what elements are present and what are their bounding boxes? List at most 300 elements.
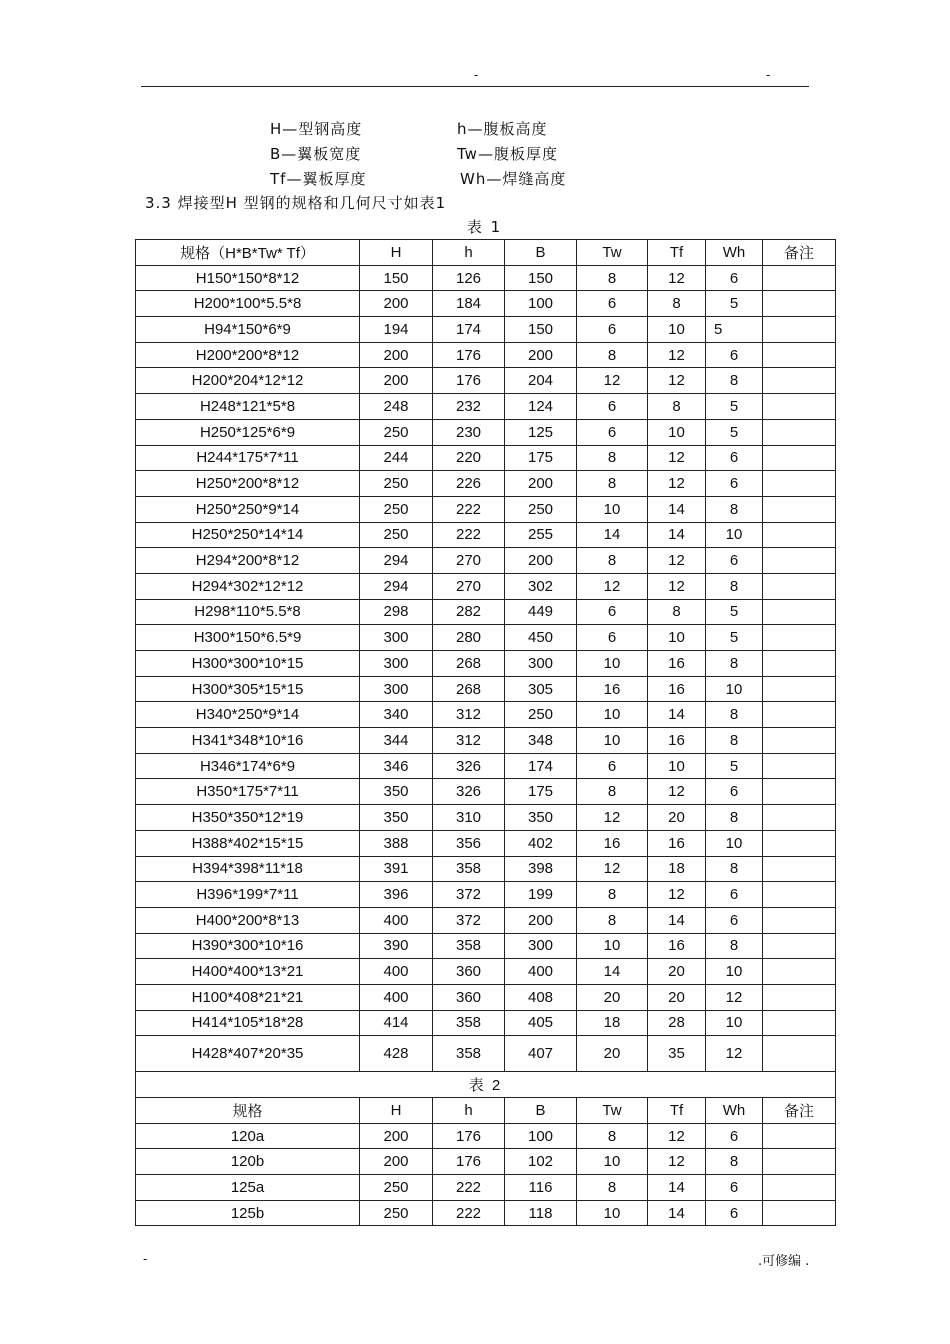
table-cell: 270 [433, 573, 505, 599]
legend-B: B—翼板宽度 [270, 145, 362, 163]
table-cell: 10 [648, 317, 706, 343]
table-cell: 100 [505, 1123, 577, 1149]
table-cell: 396 [360, 882, 433, 908]
table-cell: 400 [360, 907, 433, 933]
table-cell: 8 [577, 471, 648, 497]
table-row [136, 548, 836, 574]
table-cell [763, 702, 836, 728]
table-cell: 407 [505, 1036, 577, 1072]
table-cell: 10 [577, 1149, 648, 1175]
table-cell [763, 728, 836, 754]
table-cell: 16 [648, 676, 706, 702]
table-cell: 150 [505, 317, 577, 343]
table-row [136, 625, 836, 651]
table-cell: 12 [648, 1123, 706, 1149]
table-cell [763, 394, 836, 420]
table-cell: 449 [505, 599, 577, 625]
table-cell: 348 [505, 728, 577, 754]
table-cell: 备注 [763, 1098, 836, 1124]
table-cell: 10 [577, 728, 648, 754]
table-cell: 226 [433, 471, 505, 497]
table-cell: 391 [360, 856, 433, 882]
table-cell: 120b [136, 1149, 360, 1175]
table-cell: 8 [577, 1175, 648, 1201]
table-cell: 300 [505, 933, 577, 959]
table-cell: 118 [505, 1200, 577, 1226]
table-cell: H200*100*5.5*8 [136, 291, 360, 317]
table-cell: 5 [706, 625, 763, 651]
table-cell [763, 984, 836, 1010]
table-cell: H294*302*12*12 [136, 573, 360, 599]
table1-caption: 表 1 [466, 218, 503, 236]
table-cell: 8 [577, 548, 648, 574]
table-cell: 6 [706, 471, 763, 497]
table-cell: 12 [706, 984, 763, 1010]
table-cell [763, 830, 836, 856]
table-cell: H428*407*20*35 [136, 1036, 360, 1072]
table-cell: H200*204*12*12 [136, 368, 360, 394]
table-cell: 14 [648, 907, 706, 933]
table-cell: 规格（H*B*Tw* Tf） [136, 240, 360, 266]
table-cell: 250 [505, 702, 577, 728]
table-cell: 12 [706, 1036, 763, 1072]
table-cell: 350 [360, 805, 433, 831]
table-cell: 12 [648, 882, 706, 908]
table-cell: 12 [577, 856, 648, 882]
table-cell: 200 [505, 342, 577, 368]
table-cell: H100*408*21*21 [136, 984, 360, 1010]
table-row [136, 599, 836, 625]
table-cell: 175 [505, 445, 577, 471]
table-row [136, 984, 836, 1010]
table-cell: 8 [706, 496, 763, 522]
table-cell: 10 [577, 651, 648, 677]
table-cell: 450 [505, 625, 577, 651]
table-cell: 400 [505, 959, 577, 985]
table-cell: 6 [577, 753, 648, 779]
table-cell: 18 [648, 856, 706, 882]
table-cell: 10 [706, 1010, 763, 1036]
table-cell: 194 [360, 317, 433, 343]
table-cell [763, 419, 836, 445]
table-cell: H414*105*18*28 [136, 1010, 360, 1036]
table-cell: H388*402*15*15 [136, 830, 360, 856]
table-cell: 16 [648, 830, 706, 856]
legend-H: H—型钢高度 [270, 120, 363, 138]
table-row [136, 496, 836, 522]
table-cell: B [505, 240, 577, 266]
table-cell: 255 [505, 522, 577, 548]
table-cell: 6 [706, 779, 763, 805]
table-cell [763, 856, 836, 882]
table-cell: 400 [360, 959, 433, 985]
table-cell: 14 [648, 1175, 706, 1201]
table-cell: 250 [360, 1175, 433, 1201]
table-cell: 10 [706, 959, 763, 985]
table-cell: 175 [505, 779, 577, 805]
table-cell: 6 [706, 1175, 763, 1201]
table-cell: 8 [706, 856, 763, 882]
table-cell: 12 [648, 548, 706, 574]
table-row [136, 651, 836, 677]
table-cell: 6 [706, 1123, 763, 1149]
table-cell [763, 625, 836, 651]
table-cell: 116 [505, 1175, 577, 1201]
table-cell: 200 [360, 368, 433, 394]
table-cell: 126 [433, 265, 505, 291]
table-cell: 8 [577, 445, 648, 471]
table-cell: 402 [505, 830, 577, 856]
header-mark-right: - [766, 68, 771, 82]
table-cell: 405 [505, 1010, 577, 1036]
table-cell: H400*200*8*13 [136, 907, 360, 933]
table-cell: 414 [360, 1010, 433, 1036]
table-cell: 6 [706, 445, 763, 471]
table-cell: 125 [505, 419, 577, 445]
table-cell: 8 [706, 933, 763, 959]
table-cell: 28 [648, 1010, 706, 1036]
table-cell: 8 [648, 394, 706, 420]
table-cell: 20 [577, 1036, 648, 1072]
table-cell [763, 1036, 836, 1072]
table-cell: 12 [577, 573, 648, 599]
table-cell: H [360, 240, 433, 266]
table-cell: 220 [433, 445, 505, 471]
table-cell: 8 [648, 599, 706, 625]
table-cell: 12 [648, 1149, 706, 1175]
table2-caption: 表 2 [136, 1072, 836, 1098]
table-cell: 8 [577, 779, 648, 805]
table-row [136, 1175, 836, 1201]
table-cell: 8 [577, 1123, 648, 1149]
table-cell: 5 [706, 291, 763, 317]
table-cell: 428 [360, 1036, 433, 1072]
table-cell: 300 [360, 651, 433, 677]
table-cell: 100 [505, 291, 577, 317]
table-cell: 备注 [763, 240, 836, 266]
table-row [136, 419, 836, 445]
table-row [136, 342, 836, 368]
table-row [136, 805, 836, 831]
table-cell [763, 805, 836, 831]
table-cell [763, 1010, 836, 1036]
table-cell: 6 [577, 419, 648, 445]
table-cell: 14 [648, 1200, 706, 1226]
table-cell: 16 [648, 933, 706, 959]
table-cell: 372 [433, 882, 505, 908]
table-cell: 250 [360, 522, 433, 548]
table-cell [763, 1123, 836, 1149]
table-cell: 125a [136, 1175, 360, 1201]
table-cell: Wh [706, 240, 763, 266]
table-cell: 372 [433, 907, 505, 933]
table-cell: 300 [505, 651, 577, 677]
table-cell: 248 [360, 394, 433, 420]
table-cell: 20 [648, 959, 706, 985]
table-cell: 8 [577, 265, 648, 291]
table-row [136, 471, 836, 497]
table-cell: 244 [360, 445, 433, 471]
table-row [136, 265, 836, 291]
table-cell [763, 1175, 836, 1201]
header-mark-mid: - [474, 68, 479, 82]
legend-Wh: Wh—焊缝高度 [460, 170, 567, 188]
table2-caption-row [136, 1072, 836, 1098]
section-title: 3.3 焊接型H 型钢的规格和几何尺寸如表1 [145, 194, 447, 212]
table-cell: Tf [648, 240, 706, 266]
table-row [136, 291, 836, 317]
table-cell: 344 [360, 728, 433, 754]
table-cell: 150 [505, 265, 577, 291]
table-row [136, 856, 836, 882]
table-cell: 18 [577, 1010, 648, 1036]
footer-right: .可修编 . [758, 1254, 810, 1269]
table-cell: 16 [577, 830, 648, 856]
table-cell [763, 882, 836, 908]
table-row [136, 1149, 836, 1175]
table-cell: 6 [577, 291, 648, 317]
table-cell: B [505, 1098, 577, 1124]
table-cell: H346*174*6*9 [136, 753, 360, 779]
table-cell: 200 [505, 907, 577, 933]
table-cell [763, 548, 836, 574]
table-cell [763, 368, 836, 394]
table-cell: h [433, 240, 505, 266]
table-cell: 12 [648, 342, 706, 368]
table-cell: 350 [360, 779, 433, 805]
table-row [136, 1010, 836, 1036]
table-cell: 305 [505, 676, 577, 702]
table-cell: 12 [648, 265, 706, 291]
table-cell: H94*150*6*9 [136, 317, 360, 343]
table-cell: H250*125*6*9 [136, 419, 360, 445]
table-cell: 222 [433, 496, 505, 522]
table-cell: 5 [706, 599, 763, 625]
table-cell: 310 [433, 805, 505, 831]
table-cell: h [433, 1098, 505, 1124]
table-cell: 222 [433, 1200, 505, 1226]
table-cell: 6 [706, 265, 763, 291]
table-cell: 20 [648, 805, 706, 831]
table-row [136, 1200, 836, 1226]
table-cell: 268 [433, 651, 505, 677]
table-cell: H300*305*15*15 [136, 676, 360, 702]
table-cell: 298 [360, 599, 433, 625]
table-cell: 222 [433, 1175, 505, 1201]
table-cell: 398 [505, 856, 577, 882]
table-cell: 176 [433, 1149, 505, 1175]
table-cell: 14 [648, 702, 706, 728]
table-cell: 10 [706, 830, 763, 856]
table-cell: H300*300*10*15 [136, 651, 360, 677]
table-cell: 176 [433, 1123, 505, 1149]
table-cell: 8 [706, 573, 763, 599]
table-cell: 388 [360, 830, 433, 856]
table-cell: 10 [648, 753, 706, 779]
table-cell: 10 [648, 625, 706, 651]
table-cell: H396*199*7*11 [136, 882, 360, 908]
table-cell: 5 [706, 394, 763, 420]
table-cell: 5 [706, 317, 763, 343]
table-cell: H200*200*8*12 [136, 342, 360, 368]
table-cell: H394*398*11*18 [136, 856, 360, 882]
table-cell: 358 [433, 856, 505, 882]
table-cell: 12 [648, 779, 706, 805]
spec-table [135, 239, 836, 1226]
table-cell: 390 [360, 933, 433, 959]
table-cell [763, 522, 836, 548]
table-cell: 8 [577, 907, 648, 933]
table-cell: 250 [360, 1200, 433, 1226]
table-cell: 16 [648, 651, 706, 677]
table-row [136, 522, 836, 548]
table-row [136, 728, 836, 754]
table-cell: H341*348*10*16 [136, 728, 360, 754]
table-cell: 6 [577, 317, 648, 343]
table-cell [763, 573, 836, 599]
table-cell: 6 [706, 907, 763, 933]
table-cell: H340*250*9*14 [136, 702, 360, 728]
table-cell [763, 907, 836, 933]
table-cell: 358 [433, 1010, 505, 1036]
table-cell: 6 [577, 394, 648, 420]
table-cell: H400*400*13*21 [136, 959, 360, 985]
table-cell: 20 [577, 984, 648, 1010]
table-cell: 200 [360, 1123, 433, 1149]
table-row [136, 368, 836, 394]
table-cell: 358 [433, 933, 505, 959]
table-cell: H250*250*9*14 [136, 496, 360, 522]
table-cell: 6 [577, 625, 648, 651]
table-cell: 176 [433, 342, 505, 368]
table-cell: H294*200*8*12 [136, 548, 360, 574]
table-cell [763, 317, 836, 343]
legend-Tw: Tw—腹板厚度 [457, 145, 558, 163]
table-row [136, 573, 836, 599]
table-cell: 312 [433, 728, 505, 754]
table-cell: 12 [648, 471, 706, 497]
table2-header-row [136, 1098, 836, 1124]
table-cell [763, 291, 836, 317]
table-row [136, 779, 836, 805]
table-cell: 6 [706, 342, 763, 368]
table-cell: 10 [577, 496, 648, 522]
table-cell: 199 [505, 882, 577, 908]
table-row [136, 394, 836, 420]
table-cell: 360 [433, 959, 505, 985]
table-cell: 326 [433, 779, 505, 805]
table-cell: 200 [360, 291, 433, 317]
table-cell: Tw [577, 1098, 648, 1124]
table-cell: 340 [360, 702, 433, 728]
table-cell: 12 [648, 445, 706, 471]
table-cell: H300*150*6.5*9 [136, 625, 360, 651]
table-row [136, 317, 836, 343]
table-cell [763, 445, 836, 471]
table-cell: 120a [136, 1123, 360, 1149]
table-cell: H150*150*8*12 [136, 265, 360, 291]
table-cell: 300 [360, 625, 433, 651]
table-cell: H248*121*5*8 [136, 394, 360, 420]
table-cell: 35 [648, 1036, 706, 1072]
table-cell: 5 [706, 419, 763, 445]
table-cell: 8 [706, 805, 763, 831]
table-row [136, 933, 836, 959]
table-row [136, 1123, 836, 1149]
table-cell: H390*300*10*16 [136, 933, 360, 959]
table-cell [763, 265, 836, 291]
table-cell: 200 [505, 548, 577, 574]
table-cell: 20 [648, 984, 706, 1010]
table-cell: H250*200*8*12 [136, 471, 360, 497]
table-cell: H350*350*12*19 [136, 805, 360, 831]
table-row [136, 676, 836, 702]
table-cell: 102 [505, 1149, 577, 1175]
table-cell [763, 676, 836, 702]
table-cell: 150 [360, 265, 433, 291]
table-cell [763, 933, 836, 959]
table-cell: 356 [433, 830, 505, 856]
table-cell: 14 [577, 959, 648, 985]
table-cell: 270 [433, 548, 505, 574]
table-row [136, 959, 836, 985]
table-cell: 10 [706, 522, 763, 548]
table-cell: Tf [648, 1098, 706, 1124]
table-cell: 302 [505, 573, 577, 599]
table-cell: 250 [360, 496, 433, 522]
table-cell: 14 [648, 496, 706, 522]
table-cell [763, 342, 836, 368]
table-row [136, 702, 836, 728]
table-cell: 125b [136, 1200, 360, 1226]
table-cell: 250 [360, 471, 433, 497]
table-row [136, 882, 836, 908]
table-cell: 16 [577, 676, 648, 702]
table-cell: H298*110*5.5*8 [136, 599, 360, 625]
table-cell: 346 [360, 753, 433, 779]
table-cell: 222 [433, 522, 505, 548]
table-cell [763, 599, 836, 625]
table-cell: 230 [433, 419, 505, 445]
table-cell: 268 [433, 676, 505, 702]
table-cell: 6 [577, 599, 648, 625]
table-cell: 12 [577, 368, 648, 394]
table-cell: 250 [505, 496, 577, 522]
table-cell: 350 [505, 805, 577, 831]
table-cell: 358 [433, 1036, 505, 1072]
table-cell: 8 [577, 342, 648, 368]
table-cell: 8 [706, 651, 763, 677]
table-cell: Wh [706, 1098, 763, 1124]
table-cell: 408 [505, 984, 577, 1010]
table-cell: 6 [706, 1200, 763, 1226]
table-cell: 10 [706, 676, 763, 702]
table-cell: 5 [706, 753, 763, 779]
table-cell [763, 1200, 836, 1226]
table-cell: H244*175*7*11 [136, 445, 360, 471]
table-cell: 400 [360, 984, 433, 1010]
table-row [136, 445, 836, 471]
table-cell: 12 [577, 805, 648, 831]
table-cell: 6 [706, 548, 763, 574]
table-cell: 200 [360, 1149, 433, 1175]
table-cell: 8 [706, 702, 763, 728]
table-cell: Tw [577, 240, 648, 266]
table-cell [763, 753, 836, 779]
table-cell [763, 779, 836, 805]
table-cell [763, 1149, 836, 1175]
table-cell: 8 [706, 1149, 763, 1175]
